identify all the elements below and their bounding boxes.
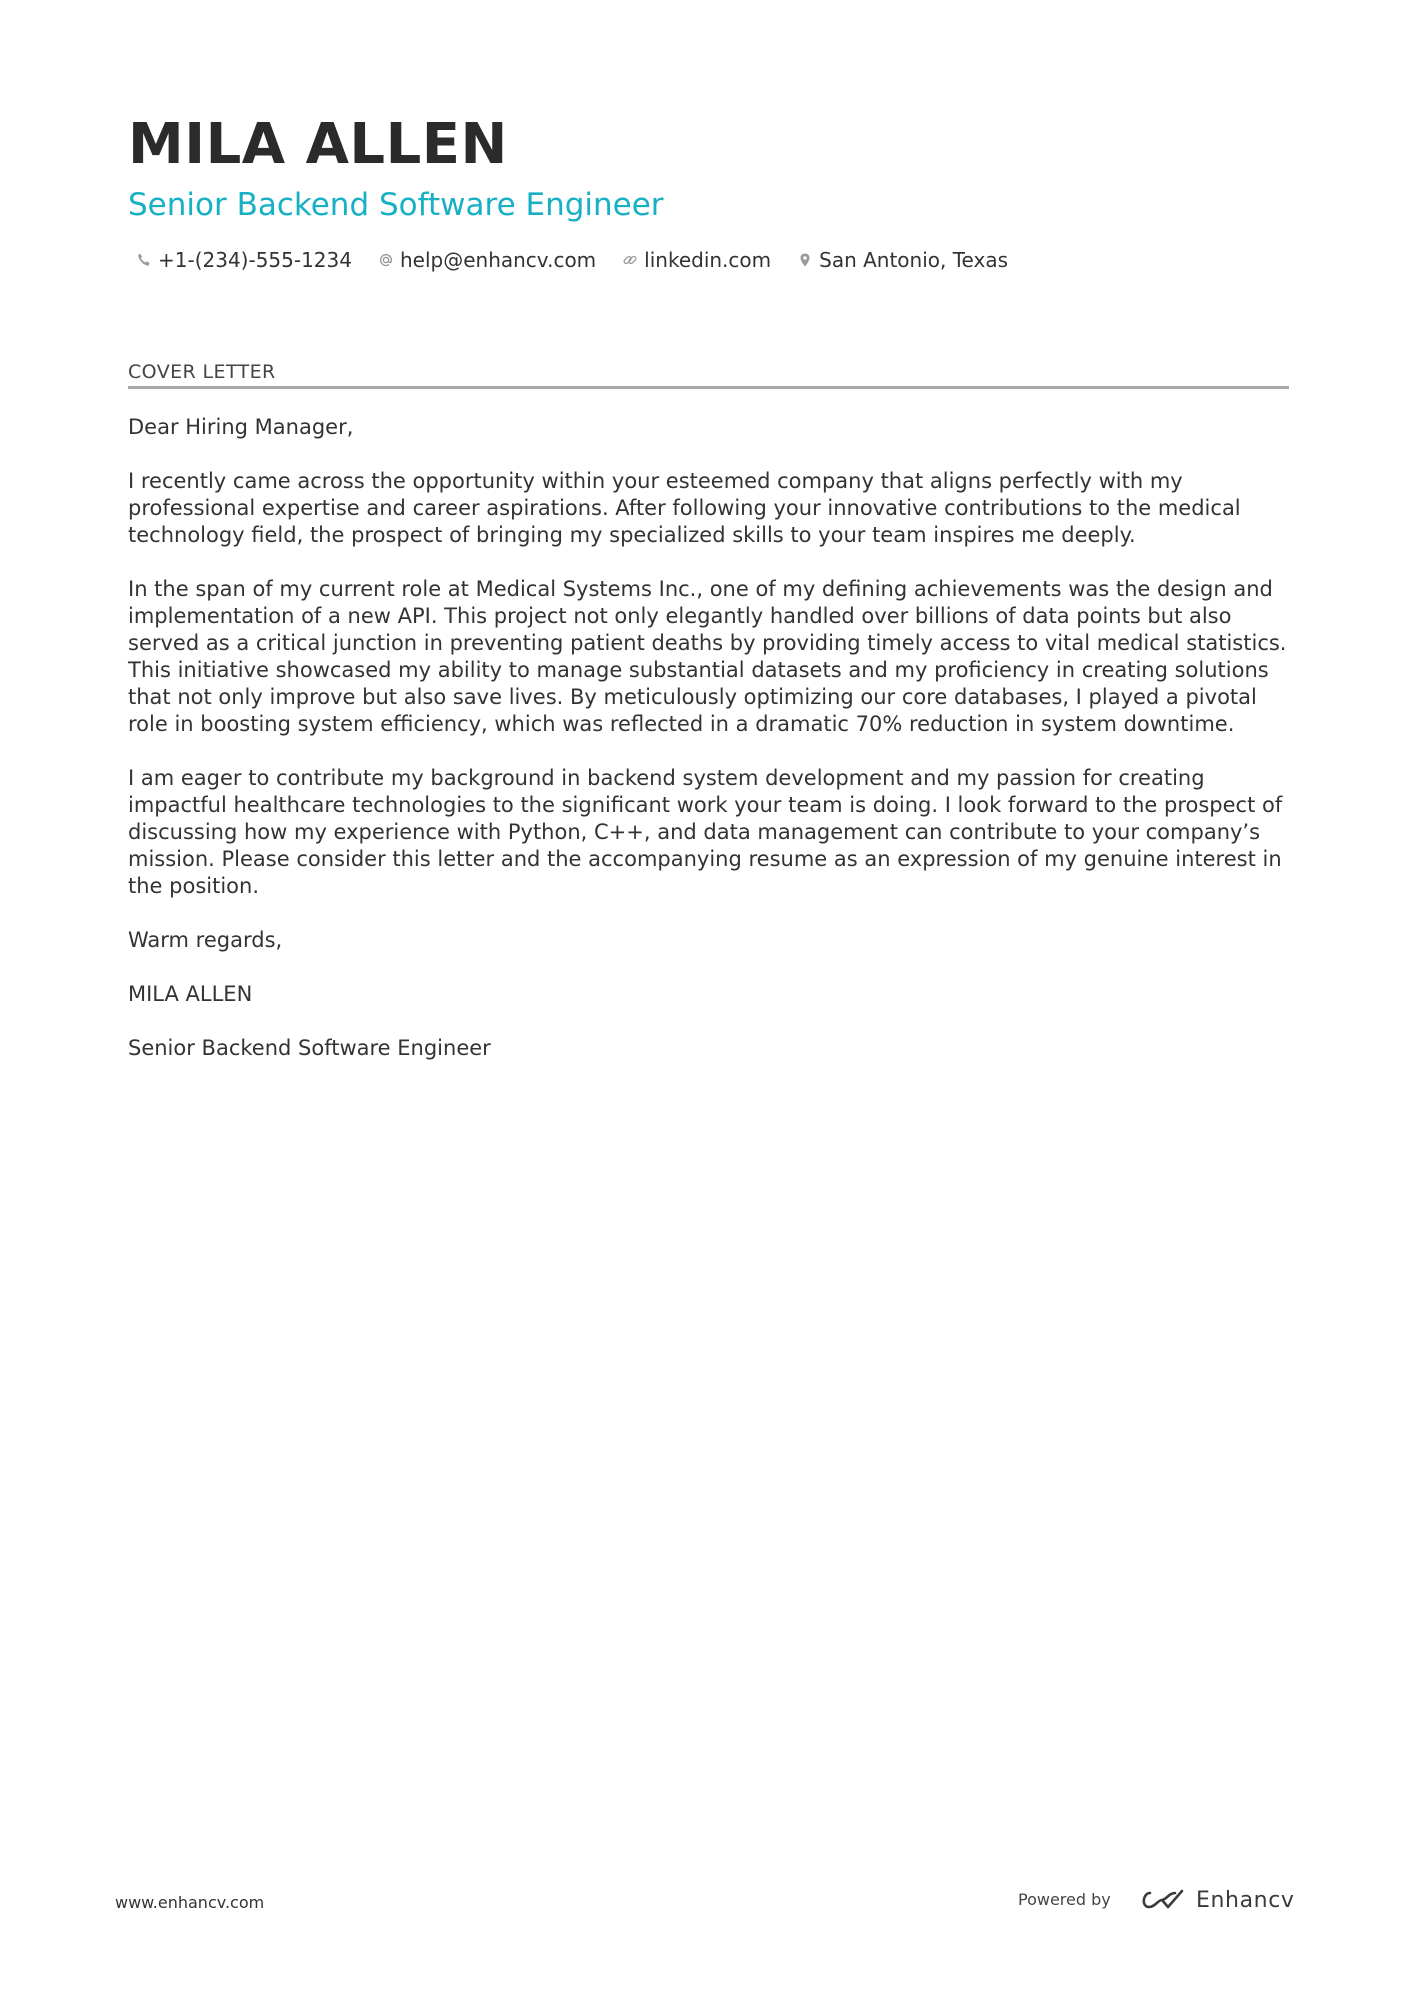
letter-body bbox=[128, 414, 1303, 1089]
enhancv-logo-text: Enhancv bbox=[1196, 1887, 1295, 1913]
letter-paragraph: In the span of my current role at Medical Systems Inc., one of my defining achievements was the design and implementation of a new API. This project not only elegantly handled over billions of data points but also served as a critical junction in preventing patient deaths by providing timely access to vital medical statistics. This initiative showcased my ability to manage substantial datasets and my proficiency in creating solutions that not only improve but also save lives. By meticulously optimizing our core databases, I played a pivotal role in boosting system efficiency, which was reflected in a dramatic 70% reduction in system downtime. bbox=[128, 577, 1287, 736]
letter-closing: Warm regards, bbox=[128, 928, 283, 952]
candidate-title: Senior Backend Software Engineer bbox=[128, 187, 664, 223]
enhancv-logo-icon bbox=[1138, 1887, 1186, 1913]
contact-phone-text: +1-(234)-555-1234 bbox=[158, 248, 352, 272]
link-icon bbox=[622, 252, 638, 268]
contact-location bbox=[797, 247, 1008, 273]
enhancv-logo[interactable] bbox=[1138, 1887, 1295, 1913]
contact-phone bbox=[136, 247, 352, 273]
letter-salutation: Dear Hiring Manager, bbox=[128, 415, 354, 439]
contact-linkedin bbox=[622, 247, 771, 273]
location-pin-icon bbox=[797, 252, 813, 268]
footer-powered-by: Powered by bbox=[1018, 1890, 1111, 1909]
section-heading: COVER LETTER bbox=[128, 361, 276, 383]
letter-paragraph: I am eager to contribute my background in backend system development and my passion for creating impactful healthcare technologies to the significant work your team is doing. I look forward to the prospect of discussing how my experience with Python, C++, and data management can contribute to your company’s mission. Please consider this letter and the accompanying resume as an expression of my genuine interest in the position. bbox=[128, 766, 1283, 898]
contact-location-text: San Antonio, Texas bbox=[819, 248, 1009, 272]
signature-title: Senior Backend Software Engineer bbox=[128, 1036, 491, 1060]
at-icon bbox=[378, 252, 394, 268]
letter-paragraph: I recently came across the opportunity within your esteemed company that aligns perfectly with my professional expertise and career aspirations. After following your innovative contributions to the medical technology field, the prospect of bringing my specialized skills to your team inspires me deeply. bbox=[128, 469, 1241, 547]
phone-icon bbox=[136, 252, 152, 268]
contact-email-text: help@enhancv.com bbox=[399, 248, 597, 272]
contact-email bbox=[378, 247, 596, 273]
contact-linkedin-text: linkedin.com bbox=[644, 248, 772, 272]
contact-bar bbox=[136, 247, 1034, 273]
signature-name: MILA ALLEN bbox=[128, 982, 253, 1006]
footer-website-link[interactable]: www.enhancv.com bbox=[115, 1893, 265, 1912]
section-divider bbox=[128, 386, 1289, 389]
candidate-name: MILA ALLEN bbox=[128, 112, 508, 177]
